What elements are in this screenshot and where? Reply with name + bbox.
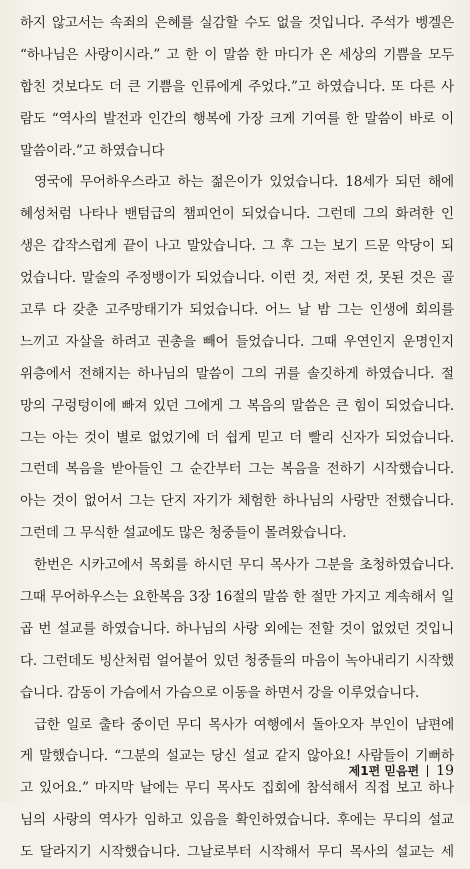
text-line: 말씀이라.”고 하였습니다 (20, 142, 165, 159)
text-line: “하나님은 사랑이시라.” 고 한 이 말씀 한 마디가 온 세상의 기쁨을 모두 (20, 46, 454, 63)
text-line: 님의 사랑의 역사가 임하고 있음을 확인하였습니다. 후에는 무디의 설교 (20, 812, 454, 829)
text-line: 었습니다. 말술의 주정뱅이가 되었습니다. 이런 것, 저런 것, 못된 것은 골 (20, 270, 454, 287)
text-line: 그런데 복음을 받아들인 그 순간부터 그는 복음을 전하기 시작했습니다. (20, 461, 454, 478)
text-line: 하지 않고서는 속죄의 은혜를 실감할 수도 없을 것입니다. 주석가 벵겔은 (20, 15, 454, 31)
text-line: 다. 그런데도 빙산처럼 얼어붙어 있던 청중들의 마음이 녹아내리기 시작했 (20, 652, 454, 669)
page-number: 19 (436, 762, 454, 779)
text-line: 고루 다 갖춘 고주망태기가 되었습니다. 어느 날 밤 그는 인생에 회의를 (20, 302, 454, 319)
text-line: 생은 갑작스럽게 끝이 나고 말았습니다. 그 후 그는 보기 드문 악당이 되 (20, 238, 454, 255)
chapter-label: 제1편 믿음편 (348, 764, 420, 778)
text-line: 느끼고 자살을 하려고 권총을 빼어 들었습니다. 그때 우연인지 운명인지 (20, 333, 454, 350)
text-line: 그는 아는 것이 별로 없었기에 더 쉽게 믿고 더 빨리 신자가 되었습니다. (20, 429, 454, 446)
text-line: 망의 구렁텅이에 빠져 있던 그에게 그 복음의 말씀은 큰 힘이 되었습니다. (20, 397, 454, 414)
text-line: 그런데 그 무식한 설교에도 많은 청중들이 몰려왔습니다. (20, 525, 347, 542)
text-line: 합친 것보다도 더 큰 기쁨을 인류에게 주었다.”고 하였습니다. 또 다른 사 (20, 78, 454, 95)
text-line: 위층에서 전해지는 하나님의 말씀이 그의 귀를 솔깃하게 하였습니다. 절 (20, 365, 454, 382)
text-line: 급한 일로 출타 중이던 무디 목사가 여행에서 돌아오자 부인이 남편에 (34, 716, 454, 733)
text-line: 아는 것이 없어서 그는 단지 자기가 체험한 하나님의 사랑만 전했습니다. (20, 493, 454, 510)
text-line: 게 말했습니다. “그분의 설교는 당신 설교 같지 않아요! 사람들이 기뻐하 (20, 748, 454, 765)
text-line: 고 있어요.” 마지막 날에는 무디 목사도 집회에 참석해서 직접 보고 하나 (20, 780, 454, 797)
text-line: 그때 무어하우스는 요한복음 3장 16절의 말씀 한 절만 가지고 계속해서 일 (20, 589, 454, 606)
text-line: 람도 “역사의 발전과 인간의 행복에 가장 크게 기여를 한 말씀이 바로 이 (20, 110, 454, 127)
text-line: 혜성처럼 나타나 밴텀급의 챔피언이 되었습니다. 그런데 그의 화려한 인 (20, 206, 454, 223)
text-line: 한번은 시카고에서 목회를 하시던 무디 목사가 그분을 초청하였습니다. (34, 557, 454, 574)
body-text (20, 8, 454, 869)
text-line: 도 달라지기 시작했습니다. 그날로부터 시작해서 무디 목사의 설교는 세 (20, 844, 454, 861)
footer-divider (427, 765, 428, 777)
text-line: 습니다. 감동이 가슴에서 가슴으로 이동을 하면서 강을 이루었습니다. (20, 684, 420, 701)
text-line: 영국에 무어하우스라고 하는 젊은이가 있었습니다. 18세가 되던 해에 (34, 174, 454, 191)
text-line: 곱 번 설교를 하였습니다. 하나님의 사랑 외에는 전할 것이 없었던 것입니 (20, 620, 454, 637)
page-footer (349, 762, 454, 779)
